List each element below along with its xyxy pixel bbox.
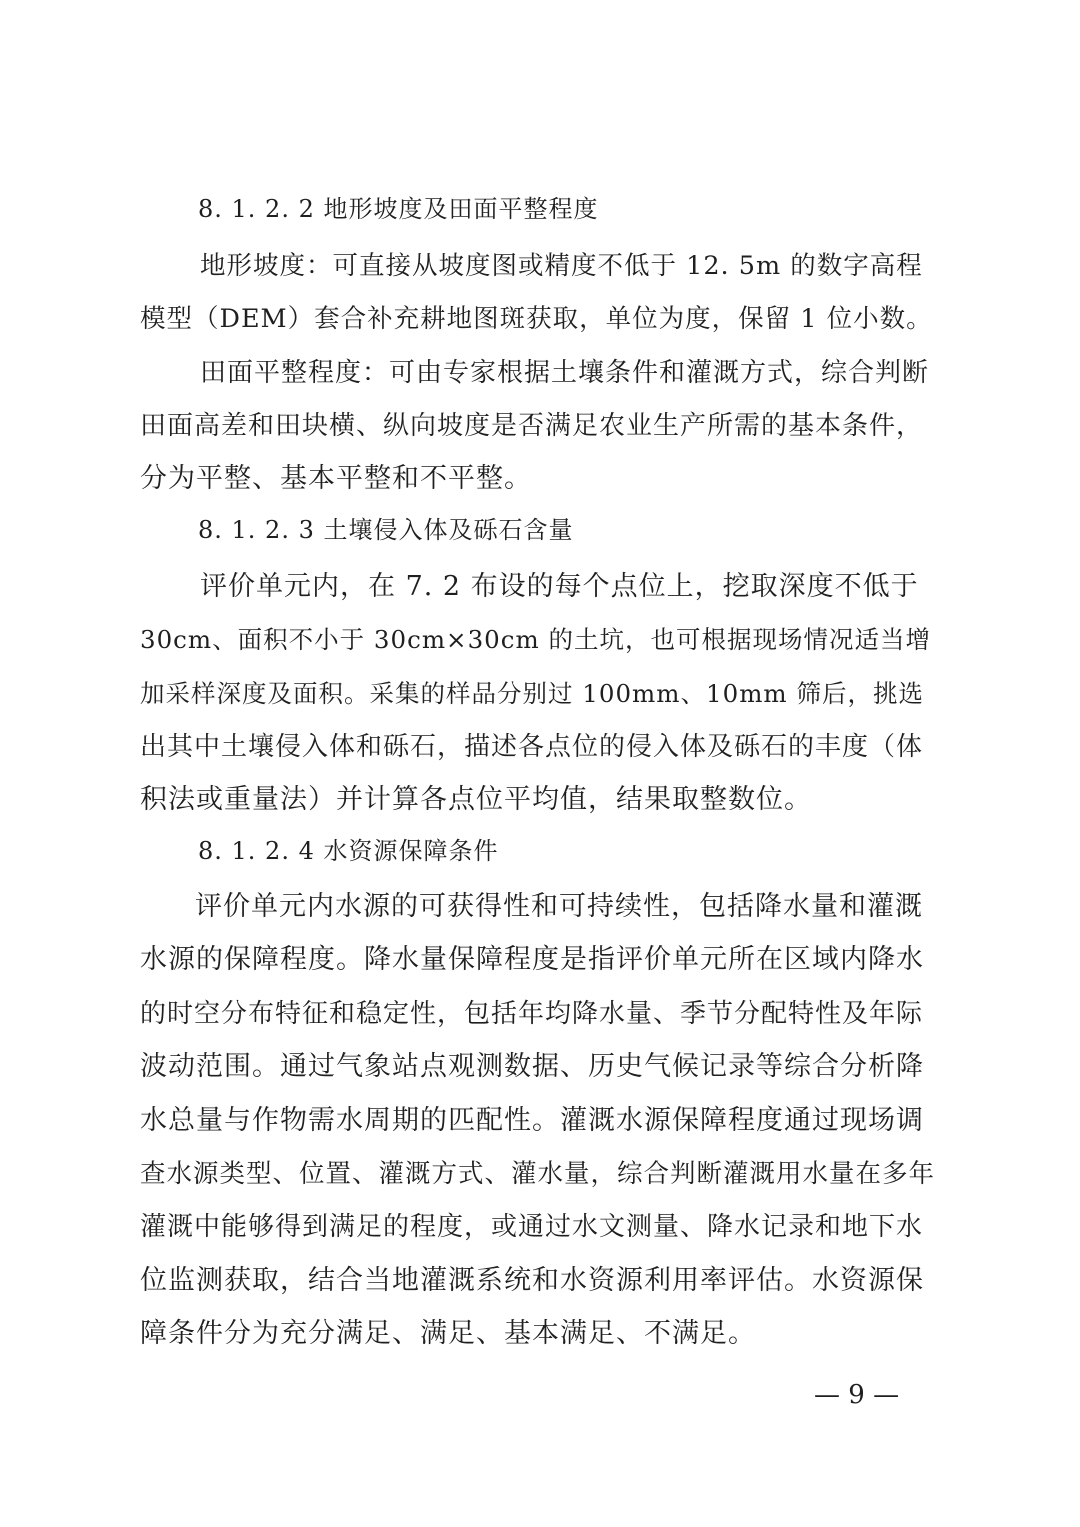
section-heading: 8. 1. 2. 3 土壤侵入体及砾石含量 — [198, 516, 574, 544]
paragraph-line: 评价单元内，在 7. 2 布设的每个点位上，挖取深度不低于 — [200, 571, 919, 602]
paragraph-line: 水总量与作物需水周期的匹配性。灌溉水源保障程度通过现场调 — [140, 1105, 924, 1136]
paragraph-line: 障条件分为充分满足、满足、基本满足、不满足。 — [140, 1318, 756, 1349]
paragraph-line: 田面平整程度：可由专家根据土壤条件和灌溉方式，综合判断 — [200, 358, 930, 388]
page-number: — 9 — — [814, 1380, 900, 1410]
paragraph-line: 波动范围。通过气象站点观测数据、历史气候记录等综合分析降 — [140, 1051, 924, 1082]
section-heading: 8. 1. 2. 2 地形坡度及田面平整程度 — [198, 195, 599, 223]
paragraph-line: 分为平整、基本平整和不平整。 — [140, 463, 532, 494]
paragraph-line: 30cm、面积不小于 30cm×30cm 的土坑，也可根据现场情况适当增 — [140, 625, 931, 654]
paragraph-line: 加采样深度及面积。采集的样品分别过 100mm、10mm 筛后，挑选 — [140, 679, 924, 708]
paragraph-line: 评价单元内水源的可获得性和可持续性，包括降水量和灌溉 — [195, 891, 923, 922]
paragraph-line: 出其中土壤侵入体和砾石，描述各点位的侵入体及砾石的丰度（体 — [140, 732, 924, 762]
paragraph-line: 灌溉中能够得到满足的程度，或通过水文测量、降水记录和地下水 — [140, 1212, 924, 1242]
paragraph-line: 积法或重量法）并计算各点位平均值，结果取整数位。 — [140, 784, 812, 815]
section-heading: 8. 1. 2. 4 水资源保障条件 — [198, 837, 499, 865]
paragraph-line: 地形坡度：可直接从坡度图或精度不低于 12. 5m 的数字高程 — [200, 251, 923, 281]
paragraph-line: 水源的保障程度。降水量保障程度是指评价单元所在区域内降水 — [140, 944, 924, 975]
paragraph-line: 的时空分布特征和稳定性，包括年均降水量、季节分配特性及年际 — [140, 999, 924, 1029]
paragraph-line: 查水源类型、位置、灌溉方式、灌水量，综合判断灌溉用水量在多年 — [140, 1159, 936, 1189]
paragraph-line: 田面高差和田块横、纵向坡度是否满足农业生产所需的基本条件， — [140, 411, 924, 441]
paragraph-line: 位监测获取，结合当地灌溉系统和水资源利用率评估。水资源保 — [140, 1265, 924, 1296]
paragraph-line: 模型（DEM）套合补充耕地图斑获取，单位为度，保留 1 位小数。 — [140, 304, 933, 334]
